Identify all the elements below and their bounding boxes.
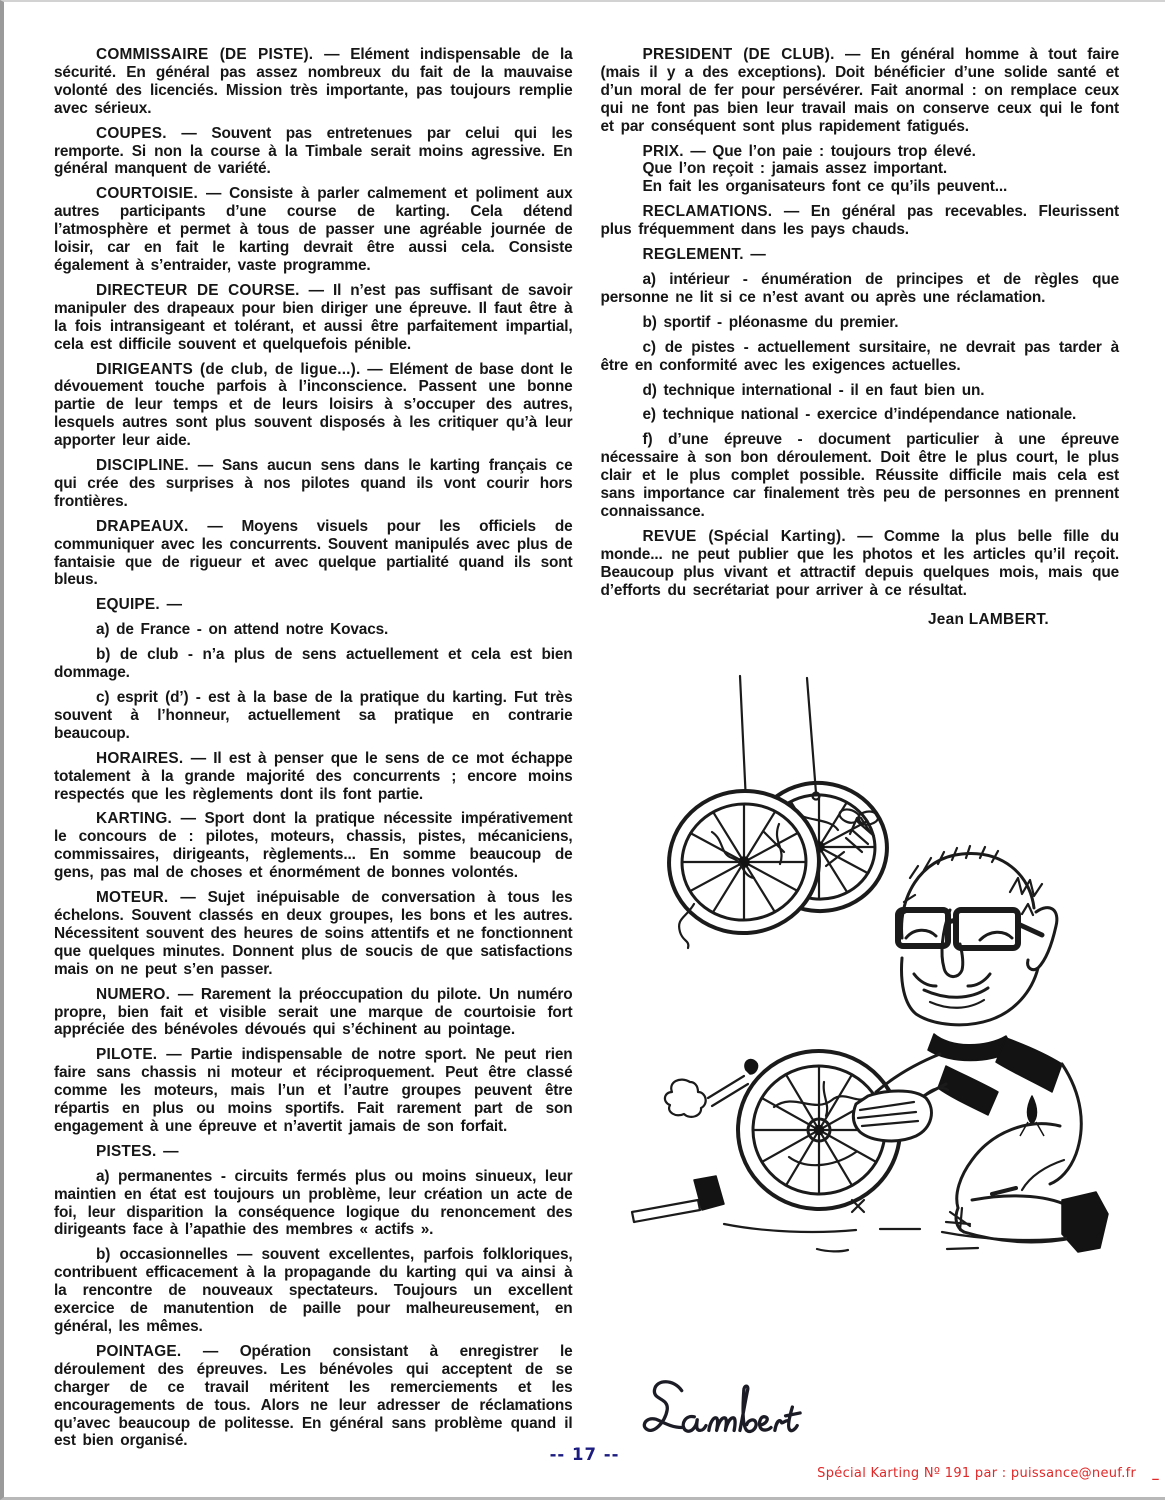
cartoon-drawing xyxy=(594,652,1154,1292)
hammer xyxy=(632,1176,724,1222)
entry-directeur-de-course xyxy=(54,282,573,354)
entry-dirigeants xyxy=(54,361,573,451)
lambert-signature xyxy=(639,1368,804,1454)
entry-definition: — Elément indispensable de la sécurité. En général pas assez nombreux du fait de la mauvaise volonté des licenciés. Mission très importante, pas toujours remplie avec sérieux. xyxy=(54,46,573,117)
ribbon-emblem xyxy=(1020,1096,1044,1136)
entry-definition: — Elément de base dont le dévouement touche parfois à l’inconscience. Passent une bonne partie de leur temps et de leurs loisirs à s’occuper des autres, lesquels autres sont plus souvent disposés à les critiquer qu’à leur apporter leur aide. xyxy=(54,360,573,450)
entry-equipe xyxy=(54,596,573,614)
entry-term: COUPES. xyxy=(96,124,167,142)
entry-term: COURTOISIE. xyxy=(96,185,198,203)
entry-discipline xyxy=(54,457,573,511)
entry-term: PRESIDENT (DE CLUB). xyxy=(642,46,835,63)
entry-reglement-item-d: d) technique international - il en faut bien un. xyxy=(642,381,985,399)
entry-term: DRAPEAUX. xyxy=(96,517,189,535)
entry-reglement xyxy=(601,246,1120,264)
entry-president xyxy=(601,46,1120,136)
footer-underscore: _ xyxy=(1152,1466,1159,1481)
entry-reglement-item-a: a) intérieur - énumération de principes et de règles que personne ne lit si ce n’est avant ou après une réclamation. xyxy=(600,270,1119,306)
entry-prix xyxy=(601,143,1120,161)
entry-equipe-item-b: b) de club - n’a plus de sens actuellement et cela est bien dommage. xyxy=(54,646,573,682)
entry-pointage xyxy=(54,1343,573,1450)
author-byline: Jean LAMBERT. xyxy=(927,611,1049,629)
entry-term: HORAIRES. xyxy=(96,749,184,767)
entry-pistes-item-b: b) occasionnelles — souvent excellentes, parfois folkloriques, contribuent efficacement à la propagande du karting qui va ainsi à la rencontre de nouveaux spectateurs. Toujours un excellent exercice de manutention de paille pour malheureusement, en général, les mêmes. xyxy=(54,1246,573,1335)
entry-revue xyxy=(601,528,1120,600)
entry-definition: — Rarement la préoccupation du pilote. Un numéro propre, bien fait et visible serait une marque de courtoisie fort appréciée des bénévoles dévoués qui s’échinent au pointage. xyxy=(54,985,573,1039)
entry-term: NUMERO. xyxy=(96,985,171,1003)
footer-credit-text: Spécial Karting Nº 191 par : puissance@neuf.fr xyxy=(817,1466,1137,1481)
entry-term: DIRIGEANTS (de club, de ligue...). xyxy=(96,360,361,378)
entry-definition: — Il n’est pas suffisant de savoir manipuler des drapeaux pour bien diriger une épreuve. Il faut être à la fois intransigeant et tolérant, et aussi être parfaitement impartial, cela est difficile souvent et quelquefois pénible. xyxy=(54,281,573,353)
ear xyxy=(1028,908,1057,970)
entry-definition: — xyxy=(159,596,182,614)
entry-reglement-item-c: c) de pistes - actuellement sursitaire, ne devrait pas tarder à être en conformité avec les exigences actuelles. xyxy=(600,338,1119,374)
entry-numero xyxy=(54,986,573,1040)
ground-lines xyxy=(724,1224,1066,1251)
hanging-wheel-left xyxy=(662,784,826,948)
entry-definition: — Opération consistant à enregistrer le déroulement des épreuves. Les bénévoles qui acceptent de se charger de ce travail méritent les remerciements et les encouragements de tous. Alors ne leur adresser de réclamations qu’avec beaucoup de politesse. En général sans problème quand il est bien organisé. xyxy=(54,1342,573,1450)
entry-drapeaux xyxy=(54,518,573,590)
entry-pilote xyxy=(54,1046,573,1136)
entry-definition: — xyxy=(156,1142,179,1160)
entry-reclamations xyxy=(601,203,1120,239)
footer-credit xyxy=(817,1466,1159,1481)
entry-definition: — Sans aucun sens dans le karting français ce qui crée des surprises à nos pilotes quand ils vont courir hors frontières. xyxy=(54,457,573,510)
entry-definition: — Moyens visuels pour les officiels de communiquer avec les concurrents. Souvent manipulés avec plus de fantaisie que de rigueur et avec quelque partialité quand ils sont bleus. xyxy=(54,517,573,589)
entry-term: DIRECTEUR DE COURSE. xyxy=(96,281,300,299)
entry-reglement-item-b: b) sportif - pléonasme du premier. xyxy=(642,313,899,331)
entry-definition: — xyxy=(743,246,766,264)
entry-horaires xyxy=(54,750,573,804)
entry-definition: — Consiste à parler calmement et poliment aux autres participants d’une course de karting. Cela détend l’atmosphère et permet à tous de passer une agréable journée de loisir, car en fait le karting devrait être aussi cela. Consiste également à s’entraider, vaste programme. xyxy=(54,185,573,274)
mechanic-cartoon-illustration xyxy=(594,652,1154,1292)
entry-term: REGLEMENT. xyxy=(642,246,744,264)
entry-definition: — Que l’on paie : toujours trop élevé. xyxy=(683,142,976,160)
entry-term: RECLAMATIONS. xyxy=(642,203,773,221)
entry-prix-line-3: En fait les organisateurs font ce qu’ils peuvent... xyxy=(642,178,1008,196)
entry-pistes xyxy=(54,1143,573,1161)
entry-moteur xyxy=(54,889,573,979)
entry-definition: — Souvent pas entretenues par celui qui les remporte. Si non la course à la Timbale serait moins agressive. En général manquent de variété. xyxy=(54,124,573,178)
entry-definition: — Sujet inépuisable de conversation à tous les échelons. Souvent classés en deux groupes, les bons et les autres. Nécessitent souvent des heures de soins attentifs et ne fonctionnent que quelques minutes. Donnent plus de soucis de que satisfactions mais on ne peut s’en passer. xyxy=(54,889,573,978)
hand xyxy=(853,1091,931,1141)
entry-term: POINTAGE. xyxy=(96,1342,182,1360)
entry-definition: — Il est à penser que le sens de ce mot échappe totalement à la grande majorité des concurrents ; encore moins respectés que les règlements dont ils font partie. xyxy=(54,749,573,803)
entry-term: EQUIPE. xyxy=(96,596,160,614)
entry-commissaire xyxy=(54,46,573,118)
entry-pistes-item-a: a) permanentes - circuits fermés plus ou moins sinueux, leur maintien en état est toujours un problème, leur création un acte de foi, leur disparition la conséquence logique du renoncement des dirigeants face à l’apathie des membres « actifs ». xyxy=(54,1167,573,1239)
entry-courtoisie xyxy=(54,185,573,275)
entry-term: COMMISSAIRE (DE PISTE). xyxy=(96,46,314,63)
entry-term: DISCIPLINE. xyxy=(96,457,189,475)
entry-coupes xyxy=(54,125,573,179)
entry-reglement-item-e: e) technique national - exercice d’indépendance nationale. xyxy=(642,406,1077,424)
entry-reglement-item-f: f) d’une épreuve - document particulier à une épreuve nécessaire à son bon déroulement. Doit être le plus court, le plus clair et le plus complet possible. Réussite difficile mais cela est sans importance car finalement très peu de personnes en prennent connaissance. xyxy=(600,431,1119,520)
entry-term: KARTING. xyxy=(96,810,172,828)
entry-definition: — Comme la plus belle fille du monde... ne peut publier que les photos et les articles qu’il reçoit. Beaucoup plus vivant et attractif depuis quelques mois, mais que d’efforts du secrétariat pour arriver à ce résultat. xyxy=(600,527,1119,599)
mechanic-figure xyxy=(853,846,1108,1252)
page-number: -- 17 -- xyxy=(549,1445,620,1464)
entry-term: PRIX. xyxy=(642,142,684,160)
entry-prix-line-2: Que l’on reçoit : jamais assez important. xyxy=(642,160,948,178)
entry-term: PISTES. xyxy=(96,1142,157,1160)
entry-equipe-item-a: a) de France - on attend notre Kovacs. xyxy=(96,621,389,639)
entry-term: MOTEUR. xyxy=(96,889,169,907)
entry-term: REVUE (Spécial Karting). xyxy=(642,527,846,545)
entry-definition: — Sport dont la pratique nécessite impérativement le concours de : pilotes, moteurs, chassis, pistes, mécaniciens, commissaires, dirigeants, règlements... En somme beaucoup de gens, pas mal de choses et énormément de bonnes volontés. xyxy=(54,810,573,882)
entry-definition: — Partie indispensable de notre sport. Ne peut rien faire sans chassis ni moteur et réciproquement. Peut être classé comme les moteurs, mais l’un et l’autre groupes peuvent être répartis en plus ou moins sportifs. Fait rarement part de son engagement à une épreuve et n’avertit jamais de son forfait. xyxy=(54,1046,573,1135)
entry-term: PILOTE. xyxy=(96,1046,158,1064)
boot xyxy=(1062,1192,1108,1252)
entry-definition: — En général pas recevables. Fleurissent plus fréquemment dans les pays chauds. xyxy=(600,203,1119,239)
entry-karting xyxy=(54,810,573,882)
column-left xyxy=(54,46,573,1457)
entry-equipe-item-c: c) esprit (d’) - est à la base de la pratique du karting. Fut très souvent à l’honneur, actuellement sa pratique en contrarie beaucoup. xyxy=(54,689,573,742)
entry-definition: — En général homme à tout faire (mais il y a des exceptions). Doit bénéficier d’une solide santé et d’un moral de fer pour persévérer. Fait anormal : on remplace ceux qui ne font pas bien leur travail mais on conserve ceux qui le font et par conséquent sont plus rapidement fatigués. xyxy=(600,46,1119,135)
